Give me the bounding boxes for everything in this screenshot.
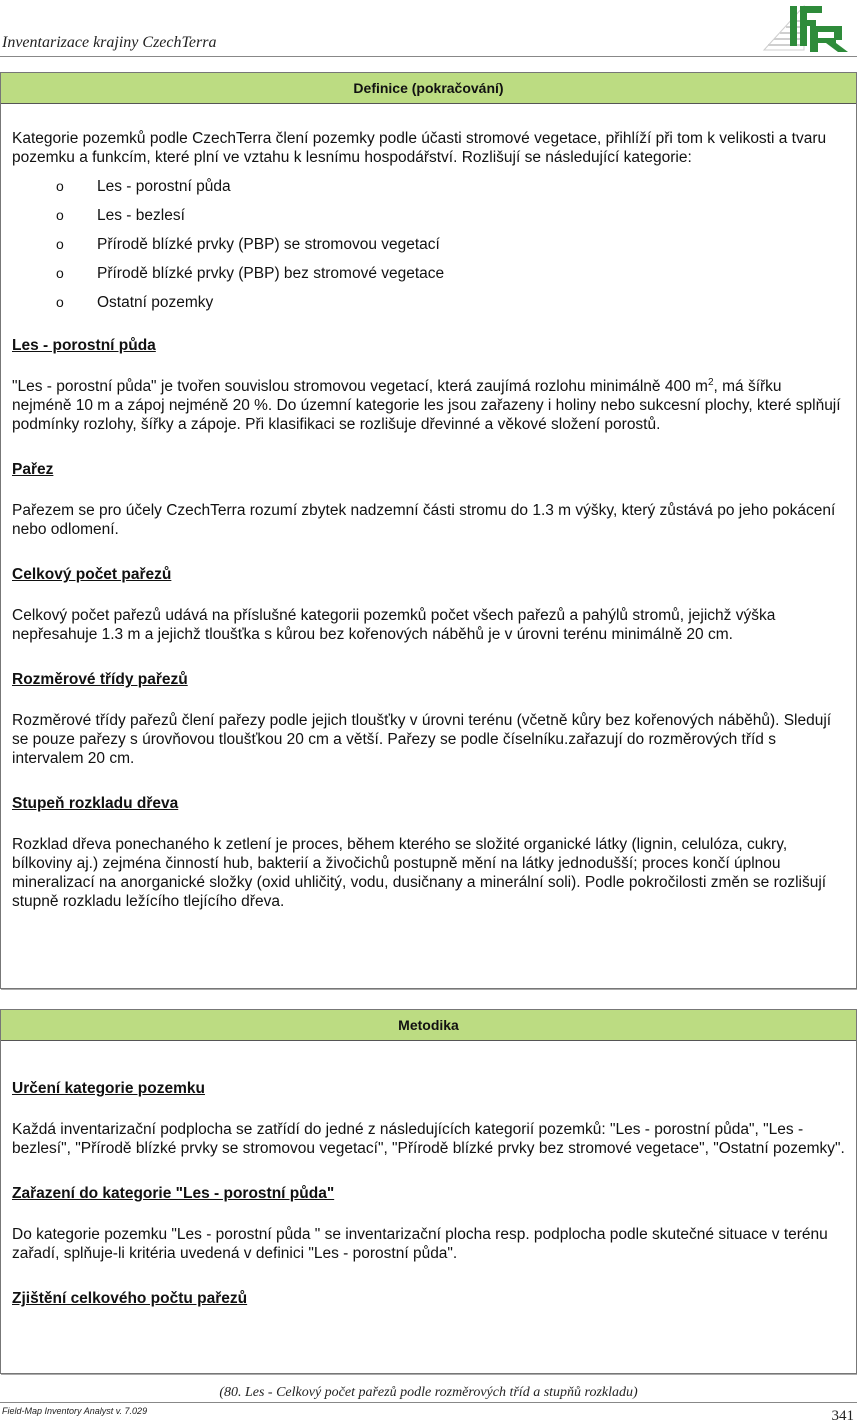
section-text: Pařezem se pro účely CzechTerra rozumí zbytek nadzemní části stromu do 1.3 m výšky, který zůstává po jeho pokácení nebo odlomení. <box>12 502 836 538</box>
methodology-heading: Metodika <box>1 1010 856 1041</box>
section-title: Stupeň rozkladu dřeva <box>12 795 179 812</box>
list-item: o Přírodě blízké prvky (PBP) bez stromové vegetace <box>56 265 445 282</box>
section-title: Určení kategorie pozemku <box>12 1080 205 1097</box>
list-item: o Přírodě blízké prvky (PBP) se stromovou vegetací <box>56 236 440 253</box>
section-text: Rozklad dřeva ponechaného k zetlení je proces, během kterého se složité organické látky (lignin, celulóza, cukry, bílkoviny aj.) zejména činností hub, bakterií a živočichů postupně mění na látky jednodušší; proces končí úplnou mineralizací na anorganické složky (oxid uhličitý, vodu, dusičnany a minerální soli). Podle pokročilosti změn se rozlišují stupně rozkladu ležícího tlejícího dřeva. <box>12 836 827 910</box>
section-title: Rozměrové třídy pařezů <box>12 671 188 688</box>
bullet-icon: o <box>56 294 64 310</box>
section-title: Pařez <box>12 461 54 478</box>
bullet-icon: o <box>56 178 64 194</box>
header-rule <box>0 56 857 57</box>
category-list <box>12 177 845 322</box>
definitions-intro: Kategorie pozemků podle CzechTerra člení pozemky podle účasti stromové vegetace, přihlíží při tom k velikosti a tvaru pozemku a funkcím, které plní ve vztahu k lesnímu hospodářství. Rozlišují se následující kategorie: <box>12 130 827 166</box>
section-text: Rozměrové třídy pařezů člení pařezy podle jejich tloušťky v úrovni terénu (včetně kůry bez kořenových náběhů). Sledují se pouze pařezy s úrovňovou tloušťkou 20 cm a větší. Pařezy se podle číselníku.zařazují do rozměrových tříd s intervalem 20 cm. <box>12 712 832 767</box>
software-version: Field-Map Inventory Analyst v. 7.029 <box>2 1406 148 1416</box>
bullet-icon: o <box>56 207 64 223</box>
bullet-icon: o <box>56 236 64 252</box>
section-text: Každá inventarizační podplocha se zatřídí do jedné z následujících kategorií pozemků: "Les - porostní půda", "Les - bezlesí", "Přírodě blízké prvky se stromovou vegetací", "Přírodě blízké prvky bez stromové vegetace", "Ostatní pozemky". <box>12 1121 845 1157</box>
bullet-icon: o <box>56 265 64 281</box>
footer-rule <box>0 1402 857 1403</box>
section-title: Zjištění celkového počtu pařezů <box>12 1290 248 1307</box>
list-item: o Les - bezlesí <box>56 207 185 224</box>
list-item: o Les - porostní půda <box>56 178 231 195</box>
methodology-box <box>0 1009 857 1374</box>
section-title: Celkový počet pařezů <box>12 566 172 583</box>
document-header-title: Inventarizace krajiny CzechTerra <box>2 34 217 51</box>
page-number: 341 <box>831 1408 854 1424</box>
section-text: Do kategorie pozemku "Les - porostní půda " se inventarizační plocha resp. podplocha podle skutečné situace v terénu zařadí, splňuje-li kritéria uvedená v definici "Les - porostní půda". <box>12 1226 828 1262</box>
section-text: "Les - porostní půda" je tvořen souvislou stromovou vegetací, která zaujímá rozlohu minimálně 400 $m^2$, má šířku nejméně 10 m a zápoj nejméně 20 %. Do územní kategorie les jsou zařazeny i holiny nebo sukcesní plochy, které splňují podmínky rozlohy, šířky a zápoje. Při klasifikaci se rozlišuje dřevinné a věkové složení porostů. <box>12 376 841 433</box>
definitions-heading: Definice (pokračování) <box>1 73 856 104</box>
ifer-logo <box>760 2 854 54</box>
list-item: o Ostatní pozemky <box>56 294 214 311</box>
definitions-box <box>0 72 857 989</box>
section-title: Zařazení do kategorie "Les - porostní půda" <box>12 1185 335 1202</box>
section-text: Celkový počet pařezů udává na příslušné kategorii pozemků počet všech pařezů a pahýlů stromů, jejichž výška nepřesahuje 1.3 m a jejichž tloušťka s kůrou bez kořenových náběhů je v úrovni terénu minimálně 20 cm. <box>12 607 776 643</box>
figure-caption: (80. Les - Celkový počet pařezů podle rozměrových tříd a stupňů rozkladu) <box>219 1385 638 1400</box>
section-title: Les - porostní půda <box>12 337 156 354</box>
